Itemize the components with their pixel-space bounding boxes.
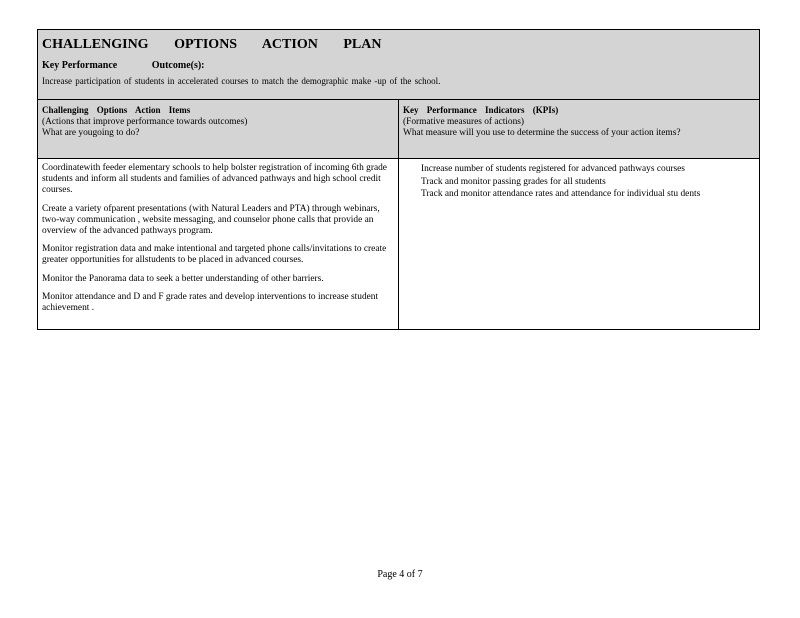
content-row (38, 159, 760, 330)
action-plan-table (37, 29, 760, 330)
kpi-list (403, 163, 755, 201)
kpi-heading: Key Performance Indicators (KPIs) (403, 105, 559, 115)
action-item: Monitor attendance and D and F grade rates and develop interventions to increase student achievement . (42, 291, 379, 314)
key-performance-outcomes (42, 60, 755, 71)
page-number: Page 4 of 7 (377, 569, 423, 580)
bullet-icon (403, 188, 421, 201)
kpi-cell (399, 159, 760, 330)
column-header-row (38, 100, 760, 159)
kpi-item (403, 188, 755, 201)
bullet-icon (403, 163, 421, 176)
outcome-goal: Increase participation of students in accelerated courses to match the demographic make -up of the school. (42, 76, 441, 86)
action-item: Coordinatewith feeder elementary schools to help bolster registration of incoming 6th grade students and inform all students and families of advanced pathways and high school credit courses. (42, 163, 387, 196)
key-performance-label: Key Performance (42, 60, 118, 71)
action-items-heading: Challenging Options Action Items (42, 105, 191, 115)
kpi-header (399, 100, 760, 159)
action-item: Monitor registration data and make intentional and targeted phone calls/invitations to create greater opportunities for allstudents to be placed in advanced courses. (42, 244, 387, 266)
plan-title: CHALLENGING OPTIONS ACTION PLAN (42, 37, 382, 52)
action-items-question: What are yougoing to do? (42, 128, 140, 138)
kpi-text: Track and monitor passing grades for all students (421, 176, 606, 187)
kpi-text: Track and monitor attendance rates and attendance for individual stu dents (421, 189, 701, 199)
bullet-icon (403, 176, 421, 189)
header-cell (38, 30, 760, 100)
kpi-item (403, 163, 755, 176)
kpi-item (403, 176, 755, 189)
action-items-subheading: (Actions that improve performance towards outcomes) (42, 116, 248, 127)
action-item: Create a variety ofparent presentations (with Natural Leaders and PTA) through webinars, two-way communication , website messaging, and counselor phone calls that provide an overview of the advanced pathways program. (42, 203, 380, 237)
action-items-cell (38, 159, 399, 330)
action-items-header (38, 100, 399, 159)
header-row (38, 30, 760, 100)
kpi-question: What measure will you use to determine the success of your action items? (403, 128, 681, 138)
kpi-text: Increase number of students registered for advanced pathways courses (421, 164, 685, 174)
outcomes-label: Outcome(s): (151, 60, 205, 71)
action-item: Monitor the Panorama data to seek a better understanding of other barriers. (42, 273, 324, 284)
kpi-subheading: (Formative measures of actions) (403, 116, 525, 127)
